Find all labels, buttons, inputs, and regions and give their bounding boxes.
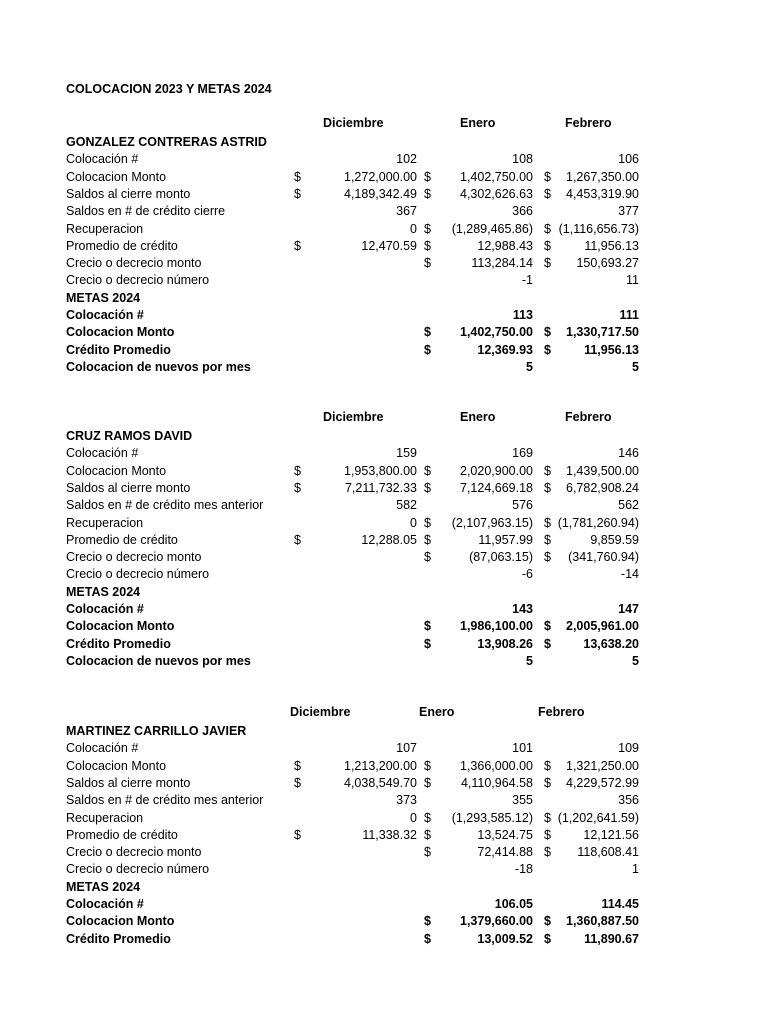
- currency-symbol: $: [544, 619, 551, 634]
- table-row: [0, 238, 768, 255]
- table-row: [0, 272, 768, 289]
- row-label: Saldos en # de crédito mes anterior: [66, 793, 264, 808]
- cell-value: -14: [620, 567, 639, 582]
- cell-value: 4,038,549.70: [344, 775, 417, 790]
- currency-symbol: $: [294, 238, 301, 253]
- cell-value: 5: [526, 359, 533, 374]
- cell-value: 13,524.75: [477, 827, 533, 842]
- page-title: COLOCACION 2023 Y METAS 2024: [66, 82, 272, 96]
- cell-value: 1,330,717.50: [566, 325, 639, 340]
- cell-value: 12,369.93: [477, 342, 533, 357]
- metas-row: [0, 307, 768, 324]
- cell-value: (1,293,585.12): [451, 810, 533, 825]
- cell-value: 0: [410, 515, 417, 530]
- month-header: Diciembre: [323, 116, 384, 130]
- metas-row: [0, 913, 768, 930]
- cell-value: 1,267,350.00: [566, 169, 639, 184]
- currency-symbol: $: [424, 827, 431, 842]
- currency-symbol: $: [424, 515, 431, 530]
- cell-value: 4,302,626.63: [460, 186, 533, 201]
- cell-value: 355: [512, 793, 533, 808]
- currency-symbol: $: [544, 914, 551, 929]
- cell-value: 367: [396, 204, 417, 219]
- metas-row: [0, 653, 768, 670]
- currency-symbol: $: [424, 914, 431, 929]
- cell-value: 9,859.59: [590, 532, 639, 547]
- cell-value: 150,693.27: [576, 256, 639, 271]
- cell-value: 11,338.32: [362, 827, 417, 842]
- month-header: Febrero: [565, 410, 612, 424]
- table-row: [0, 463, 768, 480]
- cell-value: 12,121.56: [583, 827, 639, 842]
- table-row: [0, 221, 768, 238]
- cell-value: 366: [512, 204, 533, 219]
- table-row: [0, 151, 768, 168]
- currency-symbol: $: [544, 325, 551, 340]
- table-row: [0, 445, 768, 462]
- cell-value: 11: [626, 273, 639, 288]
- cell-value: 0: [410, 221, 417, 236]
- currency-symbol: $: [544, 845, 551, 860]
- row-label: Colocacion Monto: [66, 463, 167, 478]
- row-label: Colocación #: [66, 446, 139, 461]
- currency-symbol: $: [424, 325, 431, 340]
- row-label: Promedio de crédito: [66, 827, 178, 842]
- currency-symbol: $: [544, 550, 551, 565]
- currency-symbol: $: [544, 827, 551, 842]
- currency-symbol: $: [544, 480, 551, 495]
- currency-symbol: $: [294, 532, 301, 547]
- cell-value: 113,284.14: [471, 256, 533, 271]
- row-label: Recuperacion: [66, 810, 144, 825]
- table-row: [0, 792, 768, 809]
- row-label: Crecio o decrecio número: [66, 273, 210, 288]
- cell-value: 11,957.99: [478, 532, 533, 547]
- employee-name: [0, 134, 768, 151]
- currency-symbol: $: [294, 758, 301, 773]
- employee-name-label: GONZALEZ CONTRERAS ASTRID: [66, 135, 267, 149]
- cell-value: 576: [512, 498, 533, 513]
- cell-value: 147: [618, 602, 639, 616]
- table-row: [0, 480, 768, 497]
- employee-name: [0, 723, 768, 740]
- cell-value: 11,890.67: [584, 931, 639, 946]
- cell-value: (87,063.15): [469, 550, 533, 565]
- metas-title: [0, 584, 768, 601]
- table-row: [0, 203, 768, 220]
- cell-value: 1,402,750.00: [460, 325, 533, 340]
- currency-symbol: $: [424, 221, 431, 236]
- row-label: Saldos en # de crédito cierre: [66, 204, 226, 219]
- month-header: Diciembre: [323, 410, 384, 424]
- cell-value: 111: [619, 308, 639, 322]
- cell-value: 5: [632, 359, 639, 374]
- currency-symbol: $: [424, 550, 431, 565]
- currency-symbol: $: [544, 238, 551, 253]
- row-label: Crecio o decrecio número: [66, 567, 210, 582]
- row-label: Colocación #: [66, 152, 139, 167]
- table-row: [0, 186, 768, 203]
- metas-row: [0, 636, 768, 653]
- cell-value: 114.45: [601, 897, 639, 911]
- cell-value: 2,020,900.00: [460, 463, 533, 478]
- month-header: Febrero: [565, 116, 612, 130]
- row-label: Colocacion Monto: [66, 619, 175, 634]
- cell-value: 107: [396, 741, 417, 756]
- currency-symbol: $: [424, 758, 431, 773]
- currency-symbol: $: [544, 186, 551, 201]
- table-row: [0, 758, 768, 775]
- row-label: Crédito Promedio: [66, 342, 171, 357]
- row-label: Crédito Promedio: [66, 636, 171, 651]
- table-row: [0, 810, 768, 827]
- currency-symbol: $: [424, 845, 431, 860]
- metas-row: [0, 931, 768, 948]
- row-label: Promedio de crédito: [66, 238, 178, 253]
- row-label: Crecio o decrecio monto: [66, 550, 202, 565]
- cell-value: -1: [521, 273, 533, 288]
- table-row: [0, 515, 768, 532]
- currency-symbol: $: [424, 636, 431, 651]
- row-label: Saldos al cierre monto: [66, 186, 191, 201]
- row-label: Recuperacion: [66, 221, 144, 236]
- cell-value: 7,124,669.18: [460, 480, 533, 495]
- cell-value: (1,289,465.86): [451, 221, 533, 236]
- metas-title-label: METAS 2024: [66, 584, 141, 599]
- metas-row: [0, 342, 768, 359]
- table-row: [0, 497, 768, 514]
- currency-symbol: $: [544, 810, 551, 825]
- cell-value: 106: [618, 152, 639, 167]
- currency-symbol: $: [294, 463, 301, 478]
- row-label: Colocacion de nuevos por mes: [66, 359, 251, 374]
- currency-symbol: $: [544, 169, 551, 184]
- cell-value: 356: [618, 793, 639, 808]
- row-label: Recuperacion: [66, 515, 144, 530]
- currency-symbol: $: [424, 186, 431, 201]
- cell-value: (341,760.94): [568, 550, 639, 565]
- cell-value: 146: [618, 446, 639, 461]
- month-header: Enero: [460, 410, 496, 424]
- cell-value: 6,782,908.24: [566, 480, 639, 495]
- cell-value: 373: [396, 793, 417, 808]
- metas-row: [0, 359, 768, 376]
- currency-symbol: $: [544, 221, 551, 236]
- cell-value: (2,107,963.15): [451, 515, 533, 530]
- cell-value: 1,360,887.50: [566, 914, 639, 929]
- cell-value: 582: [396, 498, 417, 513]
- row-label: Saldos en # de crédito mes anterior: [66, 498, 264, 513]
- cell-value: 1,986,100.00: [460, 619, 533, 634]
- cell-value: 106.05: [494, 897, 533, 911]
- cell-value: (1,202,641.59): [557, 810, 639, 825]
- currency-symbol: $: [424, 619, 431, 634]
- cell-value: 1,272,000.00: [344, 169, 417, 184]
- cell-value: 4,229,572.99: [566, 775, 639, 790]
- cell-value: 1,402,750.00: [460, 169, 533, 184]
- table-row: [0, 169, 768, 186]
- table-row: [0, 549, 768, 566]
- metas-row: [0, 324, 768, 341]
- employee-name-label: MARTINEZ CARRILLO JAVIER: [66, 724, 247, 738]
- cell-value: 12,470.59: [361, 238, 417, 253]
- table-row: [0, 827, 768, 844]
- table-row: [0, 844, 768, 861]
- currency-symbol: $: [544, 463, 551, 478]
- table-row: [0, 532, 768, 549]
- row-label: Crecio o decrecio monto: [66, 256, 202, 271]
- currency-symbol: $: [424, 463, 431, 478]
- table-row: [0, 566, 768, 583]
- row-label: Colocación #: [66, 741, 139, 756]
- cell-value: 159: [396, 446, 417, 461]
- cell-value: 1,213,200.00: [344, 758, 417, 773]
- currency-symbol: $: [544, 342, 551, 357]
- cell-value: 102: [396, 152, 417, 167]
- row-label: Colocación #: [66, 602, 144, 616]
- cell-value: 1,953,800.00: [344, 463, 417, 478]
- cell-value: (1,116,656.73): [558, 221, 639, 236]
- cell-value: 143: [512, 602, 533, 616]
- cell-value: 1,439,500.00: [566, 463, 639, 478]
- month-header: Enero: [419, 705, 455, 719]
- row-label: Colocacion Monto: [66, 758, 167, 773]
- row-label: Colocación #: [66, 308, 144, 322]
- currency-symbol: $: [294, 186, 301, 201]
- currency-symbol: $: [294, 775, 301, 790]
- metas-title-label: METAS 2024: [66, 879, 141, 894]
- cell-value: 13,908.26: [477, 636, 533, 651]
- cell-value: 1,321,250.00: [566, 758, 639, 773]
- metas-title-label: METAS 2024: [66, 290, 141, 305]
- cell-value: 0: [410, 810, 417, 825]
- cell-value: 12,288.05: [361, 532, 417, 547]
- cell-value: 4,453,319.90: [566, 186, 639, 201]
- cell-value: 113: [512, 308, 533, 322]
- currency-symbol: $: [424, 256, 431, 271]
- cell-value: 1,366,000.00: [460, 758, 533, 773]
- cell-value: 7,211,732.33: [344, 480, 417, 495]
- cell-value: -6: [521, 567, 533, 582]
- cell-value: 11,956.13: [584, 342, 639, 357]
- row-label: Colocacion Monto: [66, 325, 175, 340]
- row-label: Colocacion Monto: [66, 169, 167, 184]
- row-label: Crédito Promedio: [66, 931, 171, 946]
- cell-value: 72,414.88: [477, 845, 533, 860]
- cell-value: 108: [512, 152, 533, 167]
- currency-symbol: $: [544, 256, 551, 271]
- currency-symbol: $: [294, 480, 301, 495]
- currency-symbol: $: [544, 532, 551, 547]
- metas-title: [0, 290, 768, 307]
- currency-symbol: $: [544, 515, 551, 530]
- cell-value: 1: [632, 862, 639, 877]
- month-header: Enero: [460, 116, 496, 130]
- table-row: [0, 861, 768, 878]
- cell-value: 1,379,660.00: [460, 914, 533, 929]
- cell-value: 4,189,342.49: [344, 186, 417, 201]
- currency-symbol: $: [424, 342, 431, 357]
- cell-value: 12,988.43: [477, 238, 533, 253]
- cell-value: 5: [632, 653, 639, 668]
- cell-value: 11,956.13: [584, 238, 639, 253]
- currency-symbol: $: [424, 810, 431, 825]
- row-label: Promedio de crédito: [66, 532, 178, 547]
- cell-value: 377: [618, 204, 639, 219]
- currency-symbol: $: [294, 827, 301, 842]
- cell-value: 2,005,961.00: [566, 619, 639, 634]
- table-row: [0, 740, 768, 757]
- currency-symbol: $: [424, 480, 431, 495]
- cell-value: 109: [618, 741, 639, 756]
- metas-row: [0, 896, 768, 913]
- cell-value: -18: [514, 862, 533, 877]
- row-label: Crecio o decrecio monto: [66, 845, 202, 860]
- currency-symbol: $: [544, 931, 551, 946]
- row-label: Colocacion de nuevos por mes: [66, 653, 251, 668]
- cell-value: (1,781,260.94): [557, 515, 639, 530]
- metas-row: [0, 618, 768, 635]
- row-label: Colocación #: [66, 897, 144, 911]
- currency-symbol: $: [424, 775, 431, 790]
- month-header: Diciembre: [290, 705, 351, 719]
- metas-title: [0, 879, 768, 896]
- month-header: Febrero: [538, 705, 585, 719]
- currency-symbol: $: [424, 532, 431, 547]
- currency-symbol: $: [294, 169, 301, 184]
- cell-value: 101: [512, 741, 533, 756]
- row-label: Saldos al cierre monto: [66, 775, 191, 790]
- currency-symbol: $: [544, 636, 551, 651]
- table-row: [0, 775, 768, 792]
- currency-symbol: $: [544, 775, 551, 790]
- row-label: Colocacion Monto: [66, 914, 175, 929]
- cell-value: 13,009.52: [477, 931, 533, 946]
- row-label: Saldos al cierre monto: [66, 480, 191, 495]
- table-row: [0, 255, 768, 272]
- currency-symbol: $: [424, 931, 431, 946]
- row-label: Crecio o decrecio número: [66, 862, 210, 877]
- cell-value: 5: [526, 653, 533, 668]
- currency-symbol: $: [424, 238, 431, 253]
- cell-value: 169: [512, 446, 533, 461]
- cell-value: 118,608.41: [577, 845, 639, 860]
- cell-value: 13,638.20: [583, 636, 639, 651]
- cell-value: 562: [618, 498, 639, 513]
- currency-symbol: $: [424, 169, 431, 184]
- cell-value: 4,110,964.58: [460, 775, 533, 790]
- employee-name-label: CRUZ RAMOS DAVID: [66, 429, 193, 443]
- employee-name: [0, 428, 768, 445]
- metas-row: [0, 601, 768, 618]
- currency-symbol: $: [544, 758, 551, 773]
